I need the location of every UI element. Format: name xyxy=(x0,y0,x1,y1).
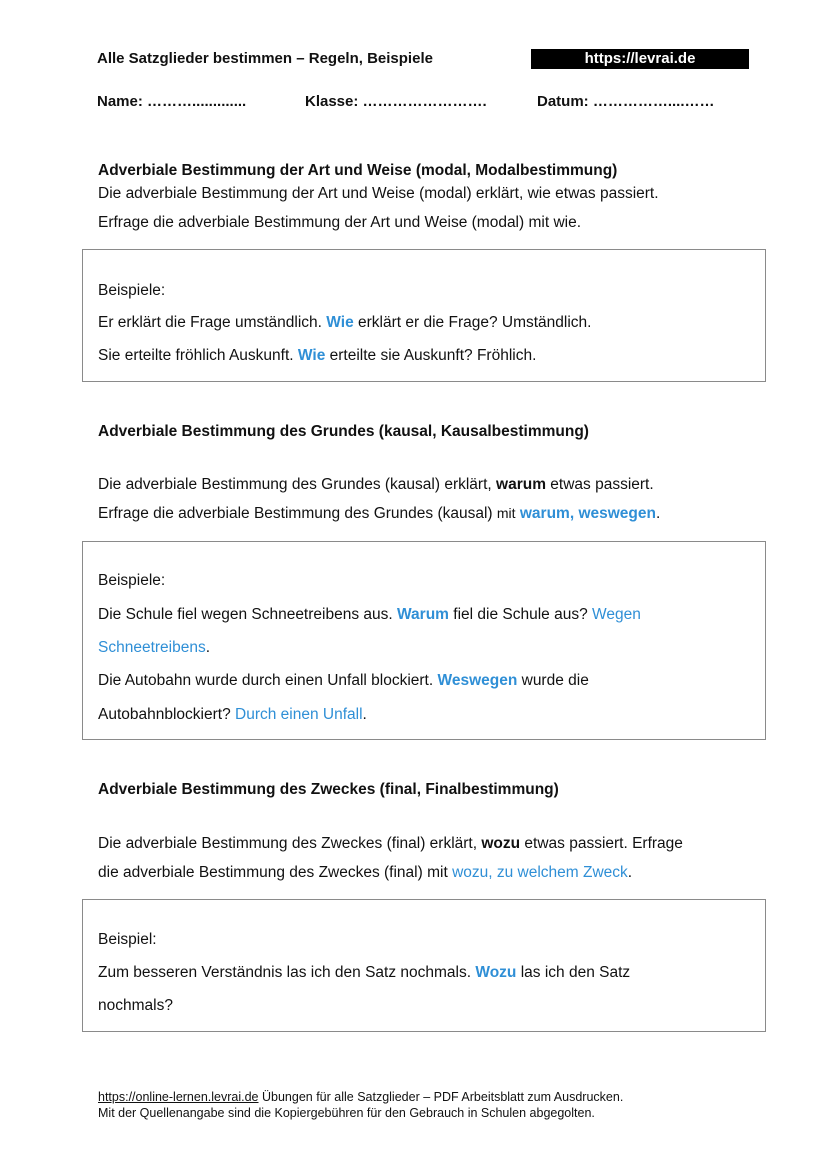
footer-line-2: Mit der Quellenangabe sind die Kopiergebühren für den Gebrauch in Schulen abgegolten. xyxy=(98,1106,595,1120)
question-word: warum xyxy=(496,476,546,493)
date-field[interactable]: Datum: ……………....…… xyxy=(537,93,715,110)
kausal-rule-line1 xyxy=(98,476,654,494)
final-rule-line2 xyxy=(98,864,632,882)
rule-text: . xyxy=(655,505,661,522)
example-text: erklärt er die Frage? Umständlich. xyxy=(353,314,592,331)
kausal-example-2-cont xyxy=(98,706,367,724)
modal-rule-line2: Erfrage die adverbiale Bestimmung der Art und Weise (modal) mit wie. xyxy=(98,214,582,231)
name-field[interactable]: Name: ………............. xyxy=(97,93,247,110)
rule-text: die adverbiale Bestimmung des Zweckes (final) mit xyxy=(98,864,453,881)
section-heading-kausal: Adverbiale Bestimmung des Grundes (kausal, Kausalbestimmung) xyxy=(98,423,589,440)
kausal-rule-line2 xyxy=(98,505,660,523)
answer-text: Durch einen Unfall xyxy=(235,706,363,723)
question-word: wozu xyxy=(481,835,521,852)
modal-example-2 xyxy=(98,347,536,365)
example-text: Er erklärt die Frage umständlich. xyxy=(98,314,327,331)
example-text: Die Autobahn wurde durch einen Unfall blockiert. xyxy=(98,672,438,689)
footer-text: Übungen für alle Satzglieder – PDF Arbeitsblatt zum Ausdrucken. xyxy=(258,1090,624,1104)
kausal-examples-label: Beispiele: xyxy=(98,572,166,589)
kausal-example-1-cont xyxy=(98,639,210,657)
example-text: fiel die Schule aus? xyxy=(448,606,593,623)
rule-text: etwas passiert. xyxy=(545,476,654,493)
modal-rule-line1: Die adverbiale Bestimmung der Art und Weise (modal) erklärt, wie etwas passiert. xyxy=(98,185,659,202)
example-text: erteilte sie Auskunft? Fröhlich. xyxy=(325,347,537,364)
site-url-badge[interactable]: https://levrai.de xyxy=(531,49,749,69)
question-word: Wie xyxy=(326,314,354,331)
kausal-example-2 xyxy=(98,672,589,690)
example-text: Autobahnblockiert? xyxy=(98,706,236,723)
question-word: wozu, zu welchem Zweck xyxy=(452,864,628,881)
rule-text: Erfrage die adverbiale Bestimmung des Grundes (kausal) xyxy=(98,505,497,522)
page-title: Alle Satzglieder bestimmen – Regeln, Beispiele xyxy=(97,50,433,67)
footer-line-1 xyxy=(98,1090,623,1104)
class-field[interactable]: Klasse: ……………………. xyxy=(305,93,487,110)
question-word: warum, weswegen xyxy=(515,505,656,522)
question-word: Wie xyxy=(297,347,326,364)
example-text: wurde die xyxy=(517,672,589,689)
question-word: Weswegen xyxy=(437,672,518,689)
final-rule-line1 xyxy=(98,835,683,853)
example-text: . xyxy=(362,706,367,723)
example-text: . xyxy=(205,639,211,656)
question-word: Warum xyxy=(397,606,449,623)
example-text: Zum besseren Verständnis las ich den Satz nochmals. xyxy=(98,964,476,981)
example-text: Die Schule fiel wegen Schneetreibens aus. xyxy=(98,606,397,623)
modal-examples-label: Beispiele: xyxy=(98,282,166,299)
section-heading-modal: Adverbiale Bestimmung der Art und Weise (modal, Modalbestimmung) xyxy=(98,162,618,179)
final-example-label: Beispiel: xyxy=(98,931,157,948)
question-word: Wozu xyxy=(475,964,517,981)
example-text: Sie erteilte fröhlich Auskunft. xyxy=(98,347,298,364)
answer-text: Schneetreibens xyxy=(98,639,206,656)
section-heading-final: Adverbiale Bestimmung des Zweckes (final, Finalbestimmung) xyxy=(98,781,559,798)
rule-text: Die adverbiale Bestimmung des Grundes (kausal) erklärt, xyxy=(98,476,497,493)
rule-text: . xyxy=(627,864,633,881)
footer-link[interactable]: https://online-lernen.levrai.de xyxy=(98,1090,259,1104)
final-example-1 xyxy=(98,964,630,982)
rule-text: Die adverbiale Bestimmung des Zweckes (final) erklärt, xyxy=(98,835,482,852)
modal-example-1 xyxy=(98,314,591,332)
final-example-1-cont: nochmals? xyxy=(98,997,173,1014)
answer-text: Wegen xyxy=(592,606,641,623)
rule-text: etwas passiert. Erfrage xyxy=(520,835,683,852)
rule-text: mit xyxy=(496,505,516,521)
kausal-example-1 xyxy=(98,606,641,624)
example-text: las ich den Satz xyxy=(516,964,631,981)
